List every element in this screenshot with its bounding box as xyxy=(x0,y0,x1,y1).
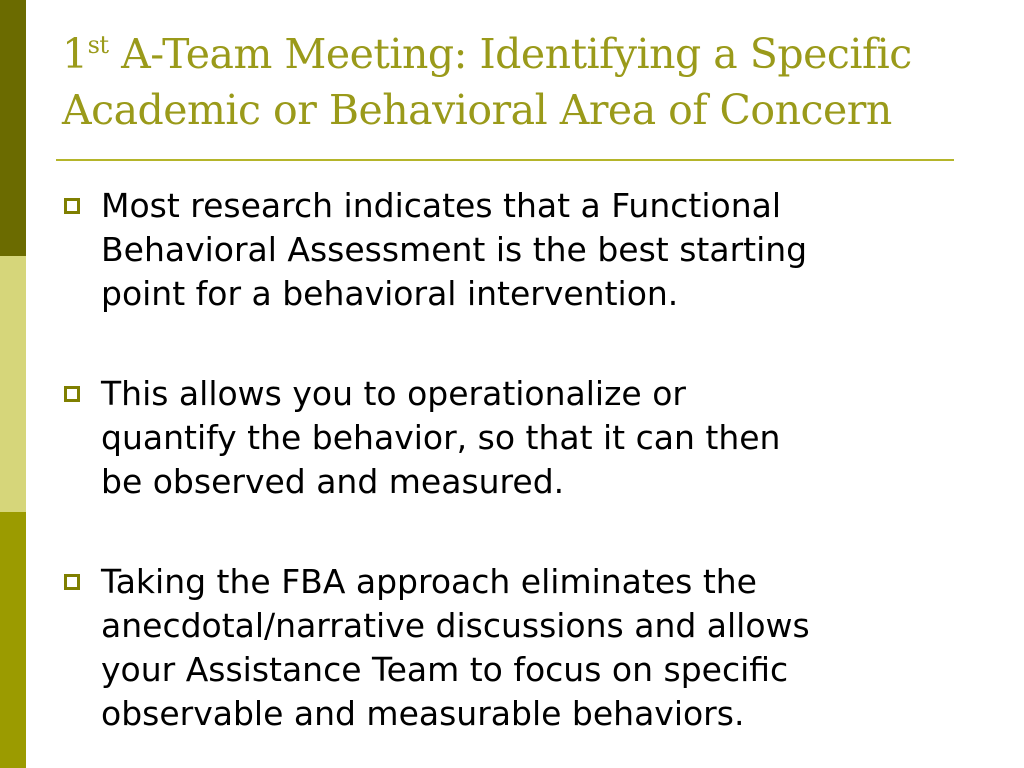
bullet-text-line: Behavioral Assessment is the best starting xyxy=(101,230,808,269)
title-line-1-text: A-Team Meeting: Identifying a Specific xyxy=(108,30,912,78)
side-bar-bottom-segment xyxy=(0,512,26,768)
bullet-text-line: quantify the behavior, so that it can then xyxy=(101,418,781,457)
bullet-item xyxy=(58,560,978,736)
bullet-text-line: point for a behavioral intervention. xyxy=(101,274,679,313)
bullet-text-line: be observed and measured. xyxy=(101,462,565,501)
bullet-text-line: Taking the FBA approach eliminates the xyxy=(101,562,757,601)
bullet-text-line: your Assistance Team to focus on specific xyxy=(101,650,789,689)
title-ordinal-suffix: st xyxy=(87,31,109,59)
hollow-square-bullet-icon xyxy=(64,386,80,402)
side-bar-top-segment xyxy=(0,0,26,256)
hollow-square-bullet-icon xyxy=(64,574,80,590)
bullet-item xyxy=(58,372,978,504)
bullet-item xyxy=(58,184,978,316)
bullet-text-line: This allows you to operationalize or xyxy=(101,374,686,413)
bullet-text-line: Most research indicates that a Functional xyxy=(101,186,781,225)
title-ordinal-number: 1 xyxy=(62,30,88,78)
slide-title xyxy=(62,26,992,138)
side-bar-middle-segment xyxy=(0,256,26,512)
bullet-text-line: anecdotal/narrative discussions and allows xyxy=(101,606,810,645)
title-line-2: Academic or Behavioral Area of Concern xyxy=(62,86,892,134)
bullet-text-line: observable and measurable behaviors. xyxy=(101,694,745,733)
title-divider xyxy=(56,159,954,161)
title-line-1 xyxy=(62,30,912,78)
hollow-square-bullet-icon xyxy=(64,198,80,214)
bullet-list xyxy=(58,184,978,736)
